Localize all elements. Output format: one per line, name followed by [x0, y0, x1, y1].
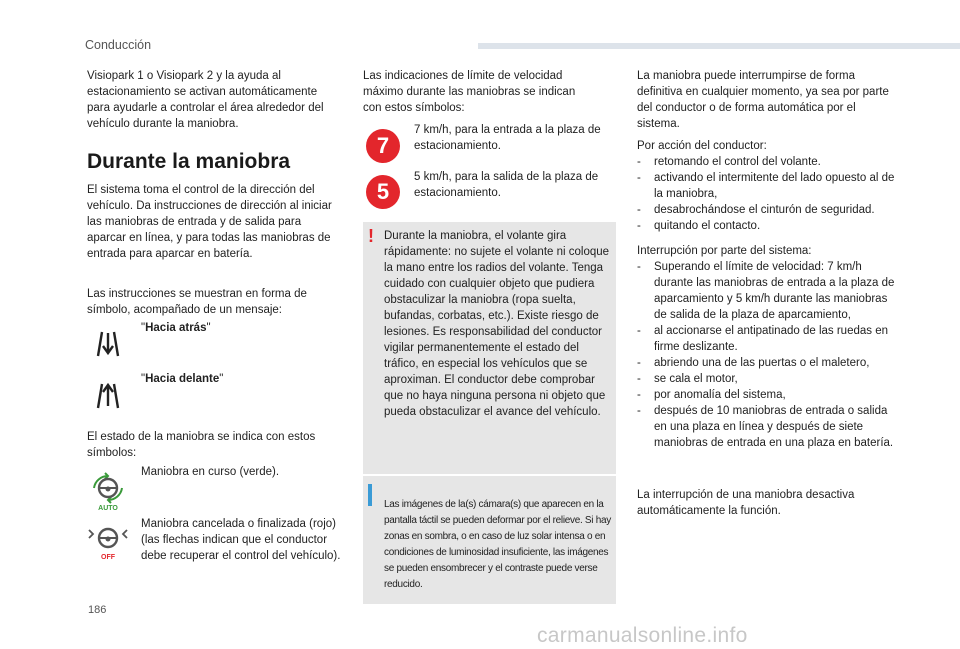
- svg-text:OFF: OFF: [101, 554, 115, 561]
- col3-outro: La interrupción de una maniobra desactiva automáticamente la función.: [637, 489, 855, 517]
- list-item: - quitando el contacto.: [637, 218, 895, 234]
- list-item: - después de 10 maniobras de entrada o salida en una plaza en línea y después de siete maniobras de entrada en una plaza en batería.: [637, 403, 895, 451]
- watermark: carmanualsonline.info: [537, 624, 748, 647]
- speed-7-icon: 7: [366, 129, 400, 163]
- status-off-text: Maniobra cancelada o finalizada (rojo) (las flechas indican que el conductor debe recuperar el control del vehículo).: [141, 518, 341, 562]
- list-item: - retomando el control del volante.: [637, 154, 895, 170]
- driver-title: Por acción del conductor:: [637, 140, 767, 152]
- speed-5-icon: 5: [366, 175, 400, 209]
- page-number: 186: [88, 604, 107, 616]
- list-item: - desabrochándose el cinturón de seguridad.: [637, 202, 895, 218]
- col2-intro: Las indicaciones de límite de velocidad máximo durante las maniobras se indican con estos símbolos:: [363, 70, 576, 114]
- info-text: Las imágenes de la(s) cámara(s) que aparecen en la pantalla táctil se pueden deformar por el relieve. Si hay zonas en sombra, o en caso de luz solar intensa o en condiciones de luminosidad insuficiente, las imágenes se pueden ensombrecer y el contraste puede verse reducido.: [384, 499, 611, 590]
- driver-list: [637, 154, 895, 234]
- steering-off-icon: [86, 522, 130, 569]
- forward-arrow-icon: [90, 378, 126, 417]
- warning-text: Durante la maniobra, el volante gira rápidamente: no sujete el volante ni coloque la mano entre los radios del volante. Tenga cuidado con cualquier objeto que pudiera obstaculizar la maniobra (ropa suelta, bufandas, corbatas, etc.). Existe riesgo de lesiones. Es responsabilidad del conductor vigilar permanentemente el estado del tráfico, en especial los vehículos que se aproximan. El conductor debe comprobar que no haya ninguna persona ni objeto que pueda obstaculizar el avance del vehículo.: [384, 230, 610, 418]
- reverse-arrow-icon: [90, 326, 126, 365]
- svg-text:AUTO: AUTO: [98, 505, 118, 512]
- list-item: - se cala el motor,: [637, 371, 895, 387]
- list-item: - abriendo una de las puertas o el maletero,: [637, 355, 895, 371]
- section-title: Conducción: [85, 38, 152, 52]
- col1-para1: El sistema toma el control de la dirección del vehículo. Da instrucciones de dirección al iniciar las maniobras de entrada y de salida para aparcar en línea, y para todas las maniobras de entrada para aparcar en batería.: [87, 184, 332, 260]
- col1-intro: Visiopark 1 o Visiopark 2 y la ayuda al estacionamiento se activan automáticamente para ayudarle a controlar el área alrededor del vehículo durante la maniobra.: [87, 70, 324, 130]
- header-divider: [478, 43, 960, 49]
- system-list: [637, 259, 895, 451]
- list-item: - Superando el límite de velocidad: 7 km/h durante las maniobras de entrada a la plaza de aparcamiento y 5 km/h durante las maniobras de salida de la plaza de aparcamiento,: [637, 259, 895, 323]
- page-heading: Durante la maniobra: [87, 150, 291, 173]
- symbol-reverse-label: "Hacia atrás": [141, 322, 211, 334]
- warning-icon: !: [368, 226, 374, 246]
- col1-para2: Las instrucciones se muestran en forma de símbolo, acompañado de un mensaje:: [87, 288, 307, 316]
- steering-auto-icon: [86, 470, 130, 517]
- list-item: - por anomalía del sistema,: [637, 387, 895, 403]
- system-title: Interrupción por parte del sistema:: [637, 245, 812, 257]
- speed-5-text: 5 km/h, para la salida de la plaza de estacionamiento.: [414, 171, 599, 199]
- symbol-forward-label: "Hacia delante": [141, 373, 224, 385]
- info-icon: [368, 484, 372, 506]
- list-item: - al accionarse el antipatinado de las ruedas en firme deslizante.: [637, 323, 895, 355]
- list-item: - activando el intermitente del lado opuesto al de la maniobra,: [637, 170, 895, 202]
- status-auto-text: Maniobra en curso (verde).: [141, 466, 280, 478]
- speed-7-text: 7 km/h, para la entrada a la plaza de estacionamiento.: [414, 124, 601, 152]
- col3-intro: La maniobra puede interrumpirse de forma definitiva en cualquier momento, ya sea por parte del conductor o de forma automática por el sistema.: [637, 70, 889, 130]
- col1-para3: El estado de la maniobra se indica con estos símbolos:: [87, 431, 316, 459]
